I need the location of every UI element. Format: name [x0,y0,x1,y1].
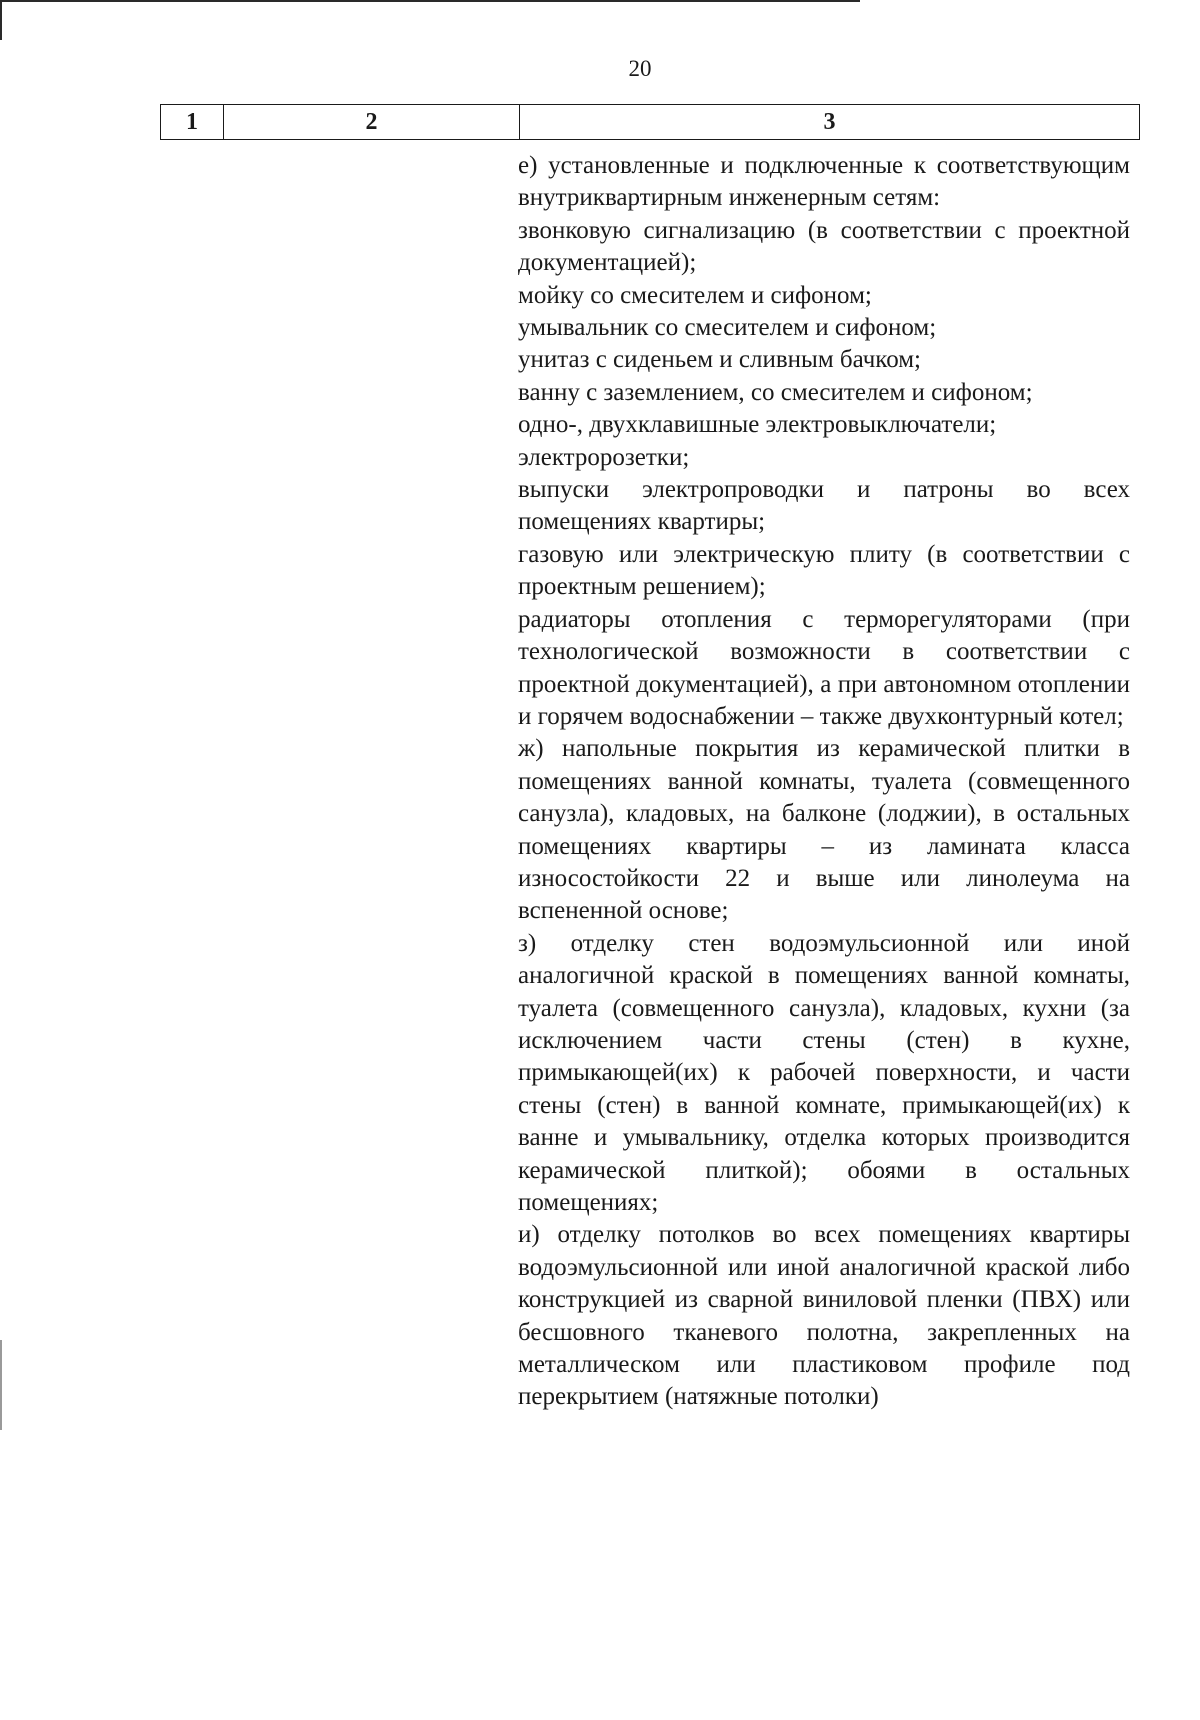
paragraph-item: умывальник со смесителем и сифоном; [518,314,937,342]
scan-edge-line [0,0,860,2]
scan-edge-line [0,0,2,40]
paragraph-e: е) установленные и подключенные к соответствующим внутриквартирным инженерным сетям: [518,152,1130,212]
paragraph-item: мойку со смесителем и сифоном; [518,281,872,309]
scan-edge-mark [0,1340,2,1430]
paragraph-item: унитаз с сиденьем и сливным бачком; [518,346,921,374]
paragraph-item: электророзетки; [518,443,690,471]
paragraph-zh: ж) напольные покрытия из керамической плитки в помещениях ванной комнаты, туалета (совмещенного санузла), кладовых, на балконе (лоджии), в остальных помещениях квартиры – из ламината класса износостойкости 22 и выше или линолеума на вспененной основе; [518,735,1130,925]
paragraph-item: одно-, двухклавишные электровыключатели; [518,411,997,439]
paragraph-item: радиаторы отопления с терморегуляторами (при технологической возможности в соответствии с проектной документацией), а при автономном отоплении и горячем водоснабжении – также двухконтурный котел; [518,605,1130,730]
table-header-row [160,104,1140,140]
page-number: 20 [628,56,652,81]
paragraph-item: ванну с заземлением, со смесителем и сифоном; [518,378,1033,406]
column-3-content [518,150,1130,1414]
paragraph-i: и) отделку потолков во всех помещениях квартиры водоэмульсионной или иной аналогичной краской либо конструкцией из сварной виниловой пленки (ПВХ) или бесшовного тканевого полотна, закрепленных на металлическом или пластиковом профиле под перекрытием (натяжные потолки) [518,1221,1130,1411]
paragraph-item: звонковую сигнализацию (в соответствии с проектной документацией); [518,216,1130,277]
paragraph-item: газовую или электрическую плиту (в соответствии с проектным решением); [518,540,1130,601]
paragraph-z: з) отделку стен водоэмульсионной или иной аналогичной краской в помещениях ванной комнаты, туалета (совмещенного санузла), кладовых, кухни (за исключением части стены (стен) в кухне, примыкающей(их) к рабочей поверхности, и части стены (стен) в ванной комнате, примыкающей(их) к ванне и умывальнику, отделка которых производится керамической плиткой); обоями в остальных помещениях; [518,929,1130,1216]
column-3-header: 3 [520,105,1140,140]
column-1-header: 1 [161,105,224,140]
column-2-header: 2 [224,105,520,140]
paragraph-item: выпуски электропроводки и патроны во всех помещениях квартиры; [518,476,1130,536]
